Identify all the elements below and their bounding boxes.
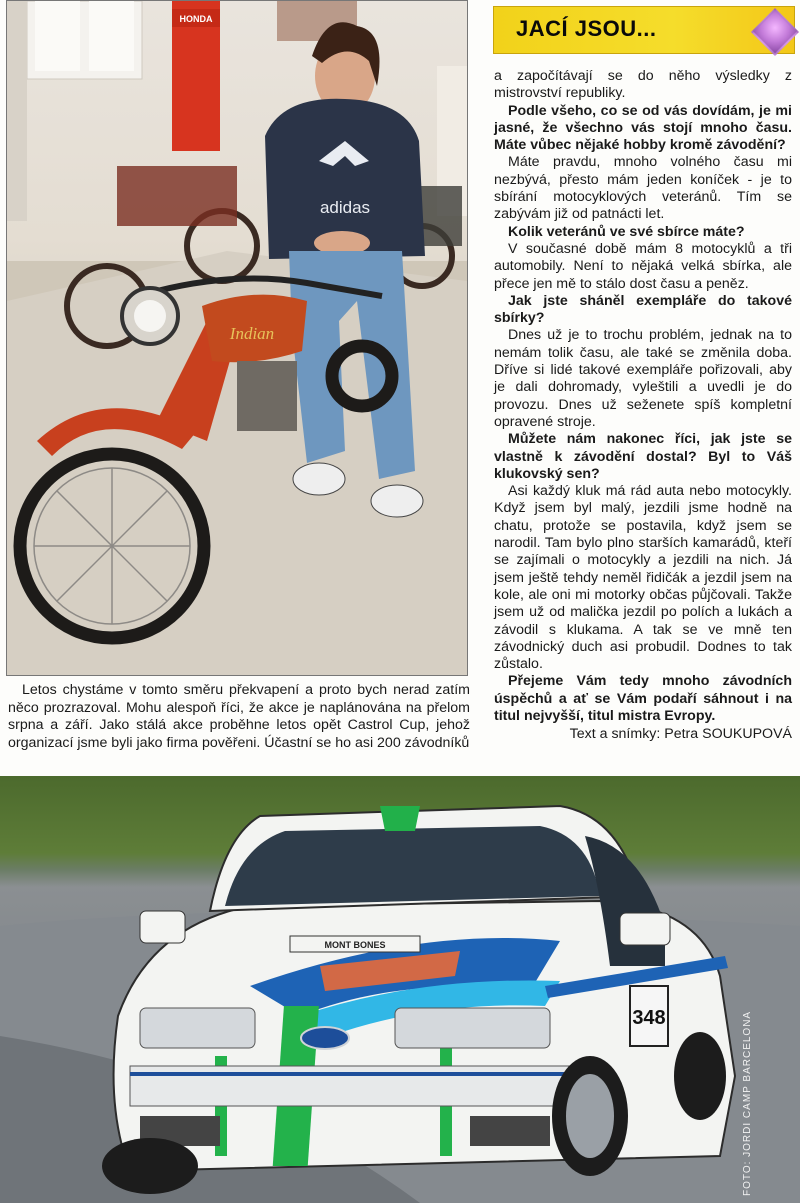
race-number: 348 — [632, 1007, 666, 1029]
interview-answer-2: V současné době mám 8 motocyklů a tři automobily. Není to nějaká velká sbírka, ale přece jen mě to stálo dost času a peněz. — [494, 240, 792, 292]
section-title: JACÍ JSOU... — [516, 16, 657, 41]
photo-motorcycle-collector-illustration — [7, 1, 467, 675]
author-credit: Text a snímky: Petra SOUKUPOVÁ — [569, 726, 792, 743]
interview-question-1: Podle všeho, co se od vás dovídám, je mi jasné, že všechno vás stojí mnoho času. Máte vůbec nějaké hobby kromě závodění? — [494, 102, 792, 154]
closing-wish: Přejeme Vám tedy mnoho závodních úspěchů a ať se Vám podaří sáhnout i na titul nejvyšší, titul mistra Evropy. — [494, 673, 792, 724]
article-paragraph-continued: Letos chystáme v tomto směru překvapení a proto bych nerad zatím něco prozrazoval. Mohu alespoň říci, že akce je naplánována na přelom srpna a září. Jako stálá akce proběhne letos opět Castrol Cup, jehož organizací jsme byli jako firma pověřeni. Účastní se ho asi 200 závodníků — [8, 682, 470, 751]
adidas-logo-text: adidas — [319, 198, 371, 217]
interview-question-3: Jak jste sháněl exempláře do takové sbírky? — [494, 292, 792, 327]
indian-tank-script: Indian — [229, 324, 275, 343]
interview-question-2: Kolik veteránů ve své sbírce máte? — [508, 223, 745, 240]
article-column-right — [494, 68, 792, 744]
photo-rally-car-illustration — [0, 776, 800, 1203]
article-paragraph-intro: a započítávají se do něho výsledky z mistrovství republiky. — [494, 68, 792, 102]
photo-rally-car — [0, 776, 800, 1203]
diamond-icon — [751, 8, 799, 56]
section-header-bar — [493, 6, 795, 54]
interview-answer-3: Dnes už je to trochu problém, jednak na to nemám tolik času, ale také se změnila doba. Dříve si lidé takové exempláře pořizovali, aby je dali dohromady, vyleštili a uvedli je do provozu. Dnes už seženete spíš kompletní opravené stroje. — [494, 327, 792, 430]
interview-answer-1: Máte pravdu, mnoho volného času mi nezbývá, přesto mám jeden koníček - je to sbírání motocyklových veteránů. Tím se zabývám již od patnácti let. — [494, 154, 792, 223]
interview-question-4: Můžete nám nakonec říci, jak jste se vlastně k závodění dostal? Byl to Váš klukovský sen? — [494, 431, 792, 482]
photo-motorcycle-collector — [6, 0, 468, 676]
sponsor-banner: MONT BONES — [324, 940, 386, 950]
photo-credit-vertical: FOTO: JORDI CAMP BARCELONA — [742, 1010, 753, 1196]
article-column-left — [8, 682, 470, 752]
interview-answer-4: Asi každý kluk má rád auta nebo motocykly. Když jsem byl malý, jezdili jsme hodně na chatu, protože se postavila, když jsem se narodil. Tam bylo plno starších kamarádů, kteří se zajímali o motocykly a jezdili na nich. Já jsem ještě tehdy neměl řidičák a jezdil jsem na kole, ale oni mi motorky občas půjčovali. Takže jsem už od malička jezdil po polích a lukách a závodil s klukama. A tak se ve mně ten závodnický duch asi probudil. Dodnes to tak zůstalo. — [494, 483, 792, 673]
honda-sign: HONDA — [179, 14, 213, 24]
